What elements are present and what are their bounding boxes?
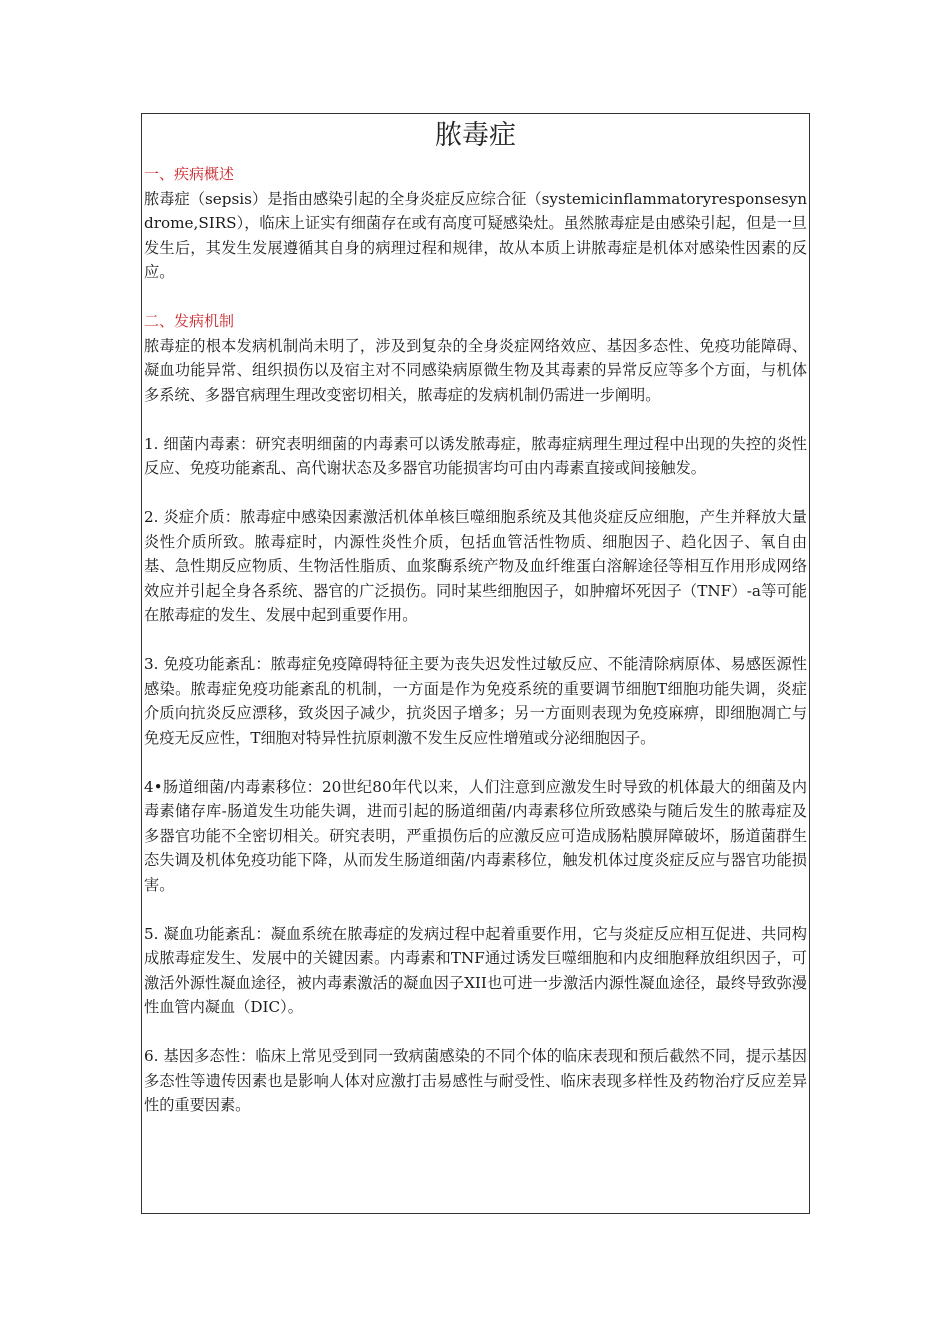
paragraph-endotoxin: 1. 细菌内毒素：研究表明细菌的内毒素可以诱发脓毒症，脓毒症病理生理过程中出现的失控的炎性反应、免疫功能紊乱、高代谢状态及多器官功能损害均可由内毒素直接或间接触发。 (144, 434, 807, 477)
paragraph-coagulation: 5. 凝血功能紊乱：凝血系统在脓毒症的发病过程中起着重要作用，它与炎症反应相互促进、共同构成脓毒症发生、发展中的关键因素。内毒素和TNF通过诱发巨噬细胞和内皮细胞释放组织因子，可激活外源性凝血途径，被内毒素激活的凝血因子XII也可进一步激活内源性凝血途径，最终导致弥漫性血管内凝血（DIC）。 (144, 924, 807, 1016)
spacer (144, 628, 807, 653)
spacer (144, 407, 807, 432)
spacer (144, 481, 807, 506)
paragraph-gut-translocation: 4•肠道细菌/内毒素移位：20世纪80年代以来，人们注意到应激发生时导致的机体最大的细菌及内毒素储存库-肠道发生功能失调，进而引起的肠道细菌/内毒素移位所致感染与随后发生的脓毒症及多器官功能不全密切相关。研究表明，严重损伤后的应激反应可造成肠粘膜屏障破坏，肠道菌群生态失调及机体免疫功能下降，从而发生肠道细菌/内毒素移位，触发机体过度炎症反应与器官功能损害。 (144, 777, 807, 894)
spacer (144, 1020, 807, 1045)
paragraph-immune-dysfunction: 3. 免疫功能紊乱：脓毒症免疫障碍特征主要为丧失迟发性过敏反应、不能清除病原体、易感医源性感染。脓毒症免疫功能紊乱的机制，一方面是作为免疫系统的重要调节细胞T细胞功能失调，炎症介质向抗炎反应漂移，致炎因子减少，抗炎因子增多；另一方面则表现为免疫麻痹，即细胞凋亡与免疫无反应性，T细胞对特异性抗原刺激不发生反应性增殖或分泌细胞因子。 (144, 655, 807, 747)
section-heading-mechanism: 二、发病机制 (144, 312, 235, 330)
paragraph-overview: 脓毒症（sepsis）是指由感染引起的全身炎症反应综合征（systemicinflammatoryresponsesyndrome,SIRS），临床上证实有细菌存在或有高度可疑感染灶。虽然脓毒症是由感染引起，但是一旦发生后，其发生发展遵循其自身的病理过程和规律，故从本质上讲脓毒症是机体对感染性因素的反应。 (144, 189, 807, 281)
paragraph-gene-polymorphism: 6. 基因多态性：临床上常见受到同一致病菌感染的不同个体的临床表现和预后截然不同，提示基因多态性等遗传因素也是影响人体对应激打击易感性与耐受性、临床表现多样性及药物治疗反应差异性的重要因素。 (144, 1047, 807, 1114)
page-title: 脓毒症 (435, 120, 516, 151)
spacer (144, 897, 807, 922)
document-frame (141, 113, 810, 1214)
section-heading-overview: 一、疾病概述 (144, 165, 235, 183)
spacer (144, 285, 807, 310)
spacer (144, 750, 807, 775)
paragraph-inflammatory-mediators: 2. 炎症介质：脓毒症中感染因素激活机体单核巨噬细胞系统及其他炎症反应细胞，产生并释放大量炎性介质所致。脓毒症时，内源性炎性介质，包括血管活性物质、细胞因子、趋化因子、氧自由基、急性期反应物质、生物活性脂质、血浆酶系统产物及血纤维蛋白溶解途径等相互作用形成网络效应并引起全身各系统、器官的广泛损伤。同时某些细胞因子，如肿瘤坏死因子（TNF）-a等可能在脓毒症的发生、发展中起到重要作用。 (144, 508, 807, 624)
paragraph-mechanism-intro: 脓毒症的根本发病机制尚未明了，涉及到复杂的全身炎症网络效应、基因多态性、免疫功能障碍、凝血功能异常、组织损伤以及宿主对不同感染病原微生物及其毒素的异常反应等多个方面，与机体多系统、多器官病理生理改变密切相关，脓毒症的发病机制仍需进一步阐明。 (144, 336, 807, 404)
